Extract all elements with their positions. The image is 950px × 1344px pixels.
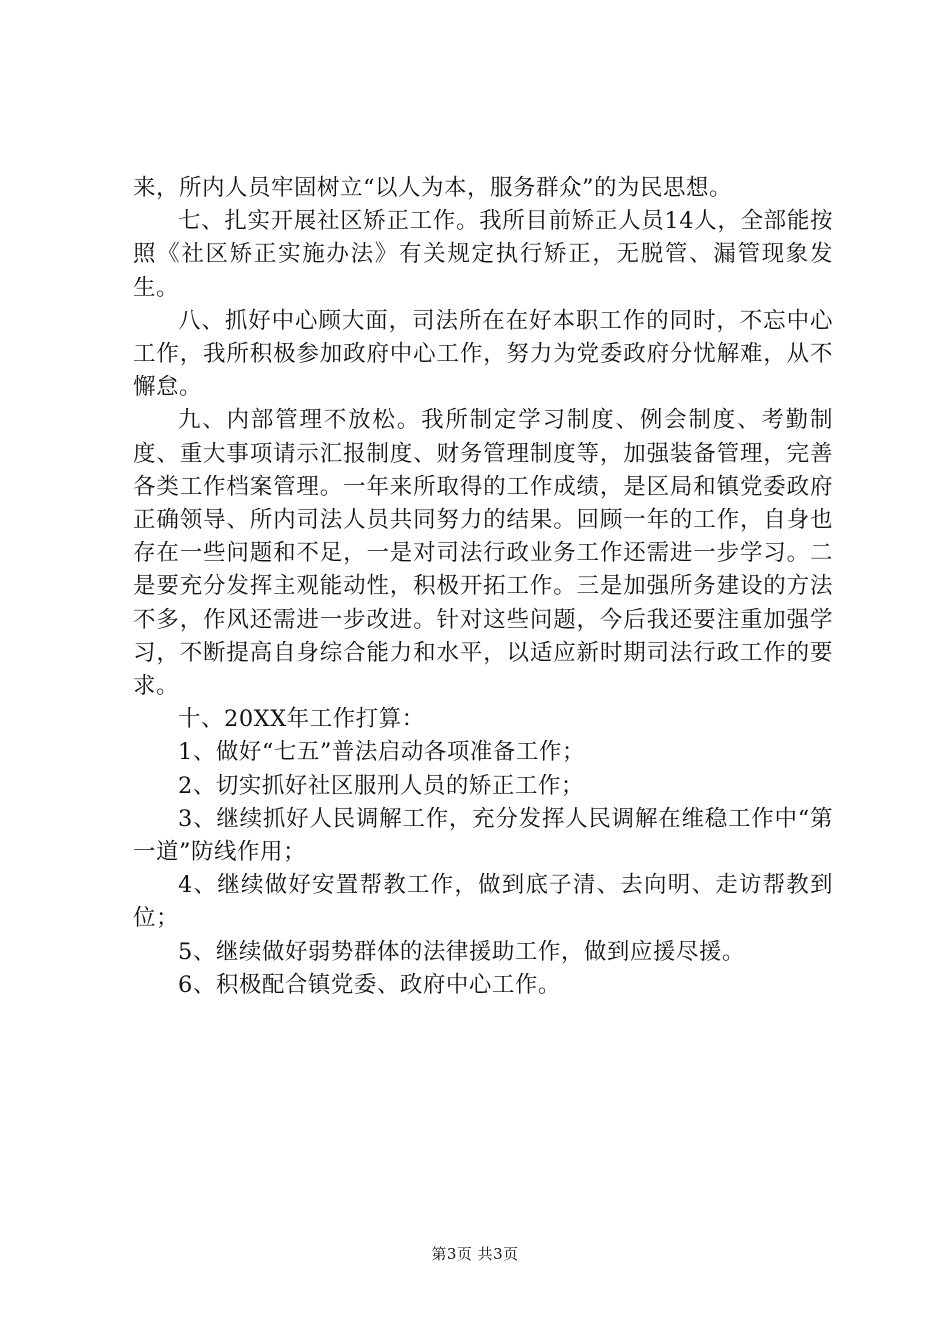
paragraph-2: 七、扎实开展社区矫正工作。我所目前矫正人员14人，全部能按照《社区矫正实施办法》有关规定执行矫正，无脱管、漏管现象发生。 <box>133 208 833 301</box>
page-number-footer: 第3页 共3页 <box>431 1245 519 1263</box>
paragraph-11: 6、积极配合镇党委、政府中心工作。 <box>178 971 561 998</box>
paragraph-7: 2、切实抓好社区服刑人员的矫正工作； <box>178 772 584 799</box>
document-body <box>133 172 833 1002</box>
paragraph-9: 4、继续做好安置帮教工作，做到底子清、去向明、走访帮教到位； <box>133 872 833 932</box>
paragraph-4: 九、内部管理不放松。我所制定学习制度、例会制度、考勤制度、重大事项请示汇报制度、财务管理制度等，加强装备管理，完善各类工作档案管理。一年来所取得的工作成绩，是区局和镇党委政府正确领导、所内司法人员共同努力的结果。回顾一年的工作，自身也存在一些问题和不足，一是对司法行政业务工作还需进一步学习。二是要充分发挥主观能动性，积极开拓工作。三是加强所务建设的方法不多，作风还需进一步改进。针对这些问题，今后我还要注重加强学习，不断提高自身综合能力和水平，以适应新时期司法行政工作的要求。 <box>133 407 833 700</box>
paragraph-1: 来，所内人员牢固树立“以人为本，服务群众”的为民思想。 <box>133 175 733 201</box>
paragraph-5: 十、20XX年工作打算： <box>178 706 425 733</box>
paragraph-10: 5、继续做好弱势群体的法律援助工作，做到应援尽援。 <box>178 938 745 965</box>
paragraph-3: 八、抓好中心顾大面，司法所在在好本职工作的同时，不忘中心工作，我所积极参加政府中心工作，努力为党委政府分忧解难，从不懈怠。 <box>133 307 833 401</box>
paragraph-6: 1、做好“七五”普法启动各项准备工作； <box>178 739 585 766</box>
paragraph-8: 3、继续抓好人民调解工作，充分发挥人民调解在维稳工作中“第一道”防线作用； <box>133 805 833 866</box>
